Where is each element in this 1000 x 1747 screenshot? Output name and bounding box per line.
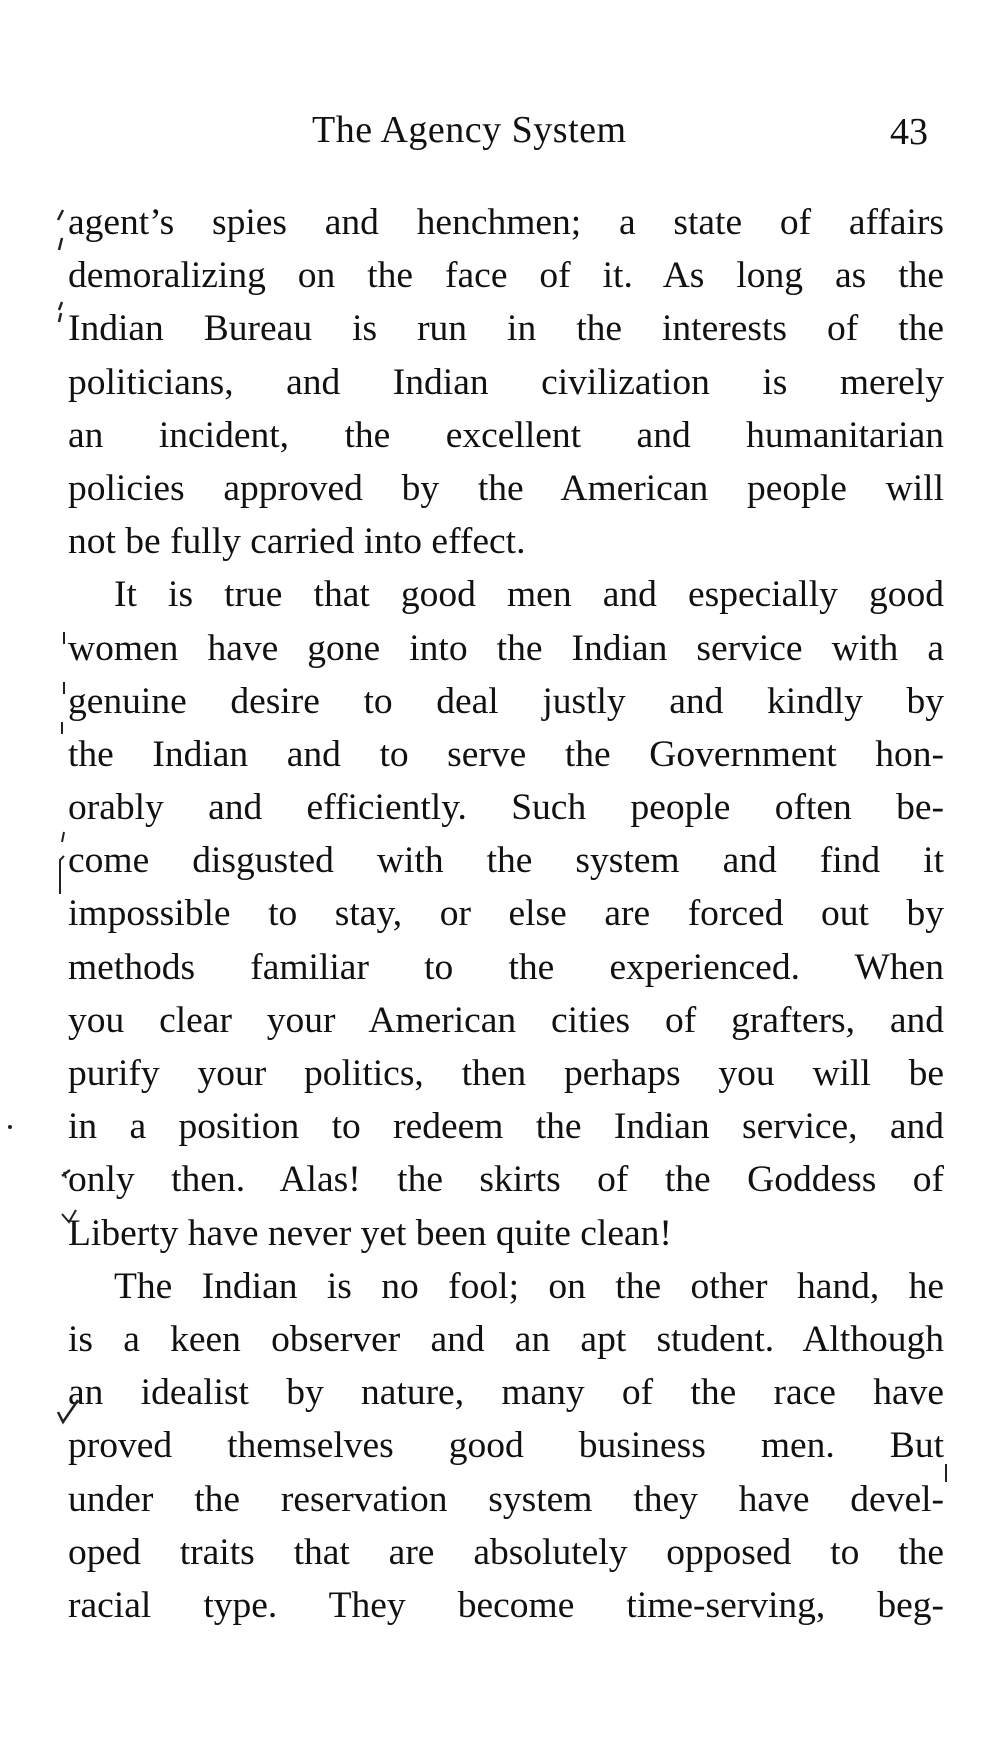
text-line: the Indian and to serve the Government hon- [68,733,944,775]
text-line: an incident, the excellent and humanitarian [68,414,944,456]
margin-dot-mark [6,1122,14,1132]
margin-bracket-mark [56,830,68,900]
text-line: under the reservation system they have devel- [68,1478,944,1520]
text-line: politicians, and Indian civilization is merely [68,361,944,403]
text-line: come disgusted with the system and find it [68,840,944,882]
text-line: women have gone into the Indian service with a [68,627,944,669]
text-line: is a keen observer and an apt student. Although [68,1318,944,1360]
text-line: The Indian is no fool; on the other hand, he [114,1265,944,1307]
margin-tick-mark [54,208,66,258]
paragraph-1 [68,196,944,568]
text-line: in a position to redeem the Indian service, and [68,1106,944,1148]
text-line: orably and efficiently. Such people often be- [68,787,944,829]
text-line: Liberty have never yet been quite clean! [68,1212,672,1254]
margin-tick-mark [54,300,66,324]
text-line: demoralizing on the face of it. As long as the [68,255,944,297]
text-line: not be fully carried into effect. [68,521,526,563]
page-number: 43 [890,111,928,153]
text-line: Indian Bureau is run in the interests of the [68,308,944,350]
text-line: policies approved by the American people will [68,467,944,509]
margin-tick-mark [60,1208,80,1230]
text-line: an idealist by nature, many of the race have [68,1372,944,1414]
text-line: impossible to stay, or else are forced out by [68,893,944,935]
paragraph-3 [68,1260,944,1632]
text-line: racial type. They become time-serving, beg- [68,1584,944,1626]
text-line: agent’s spies and henchmen; a state of affairs [68,202,944,243]
body-text [68,196,944,1632]
text-line: It is true that good men and especially good [114,574,944,616]
margin-tick-mark [60,630,68,710]
running-title: The Agency System [312,109,627,151]
paragraph-2 [68,568,944,1259]
text-line: you clear your American cities of grafters, and [68,999,944,1041]
margin-check-mark [56,1398,80,1428]
margin-tick-mark [60,1164,80,1180]
running-head [0,108,1000,158]
text-line: purify your politics, then perhaps you will be [68,1053,944,1094]
text-line: oped traits that are absolutely opposed to the [68,1531,944,1573]
margin-tick-mark [58,720,66,740]
text-line: only then. Alas! the skirts of the Goddess of [68,1159,944,1201]
text-line: proved themselves good business men. But [68,1425,944,1467]
text-line: methods familiar to the experienced. When [68,946,944,988]
margin-tick-mark [942,1462,950,1484]
text-line: genuine desire to deal justly and kindly by [68,680,944,722]
